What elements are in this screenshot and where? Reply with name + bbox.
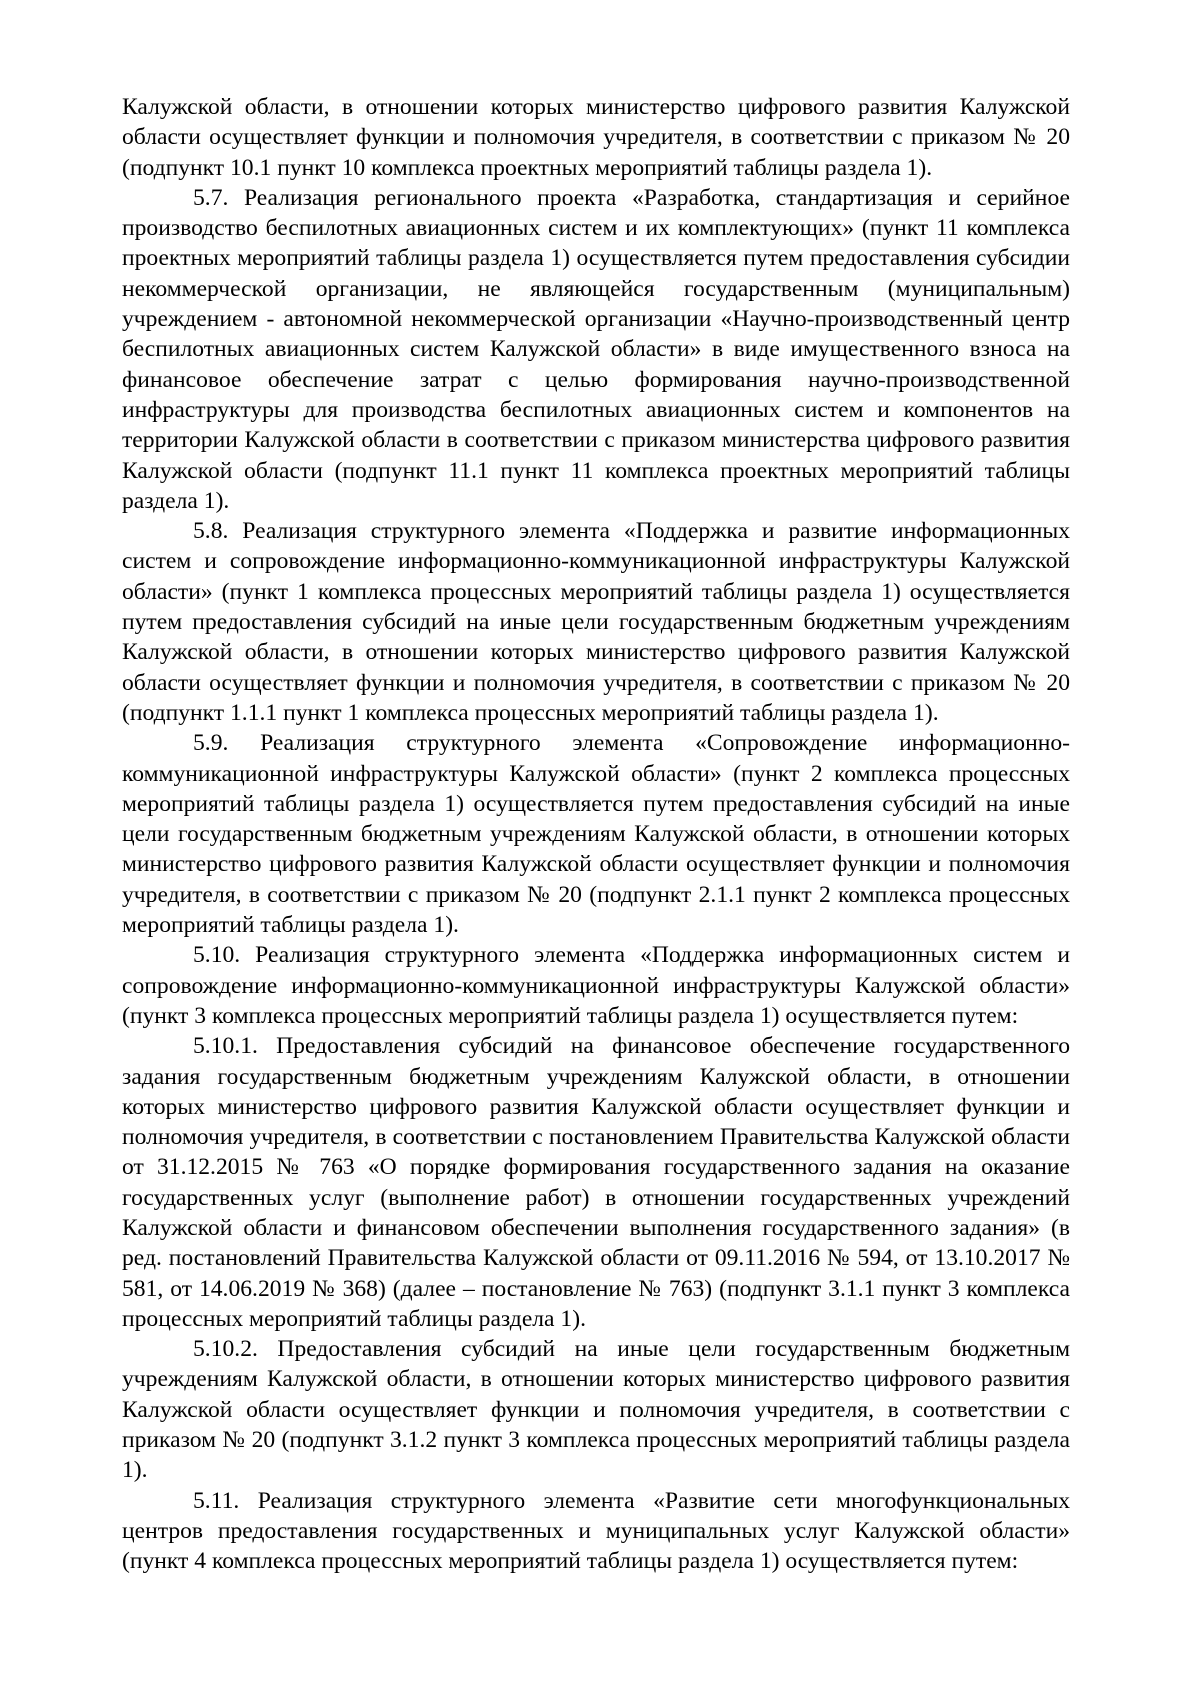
paragraph-5-9: 5.9. Реализация структурного элемента «Сопровождение информационно-коммуникационной инфраструктуры Калужской области» (пункт 2 комплекса процессных мероприятий таблицы раздела 1) осуществляется путем предоставления субсидий на иные цели государственным бюджетным учреждениям Калужской области, в отношении которых министерство цифрового развития Калужской области осуществляет функции и полномочия учредителя, в соответствии с приказом № 20 (подпункт 2.1.1 пункт 2 комплекса процессных мероприятий таблицы раздела 1). — [122, 730, 1070, 939]
paragraph-5-8: 5.8. Реализация структурного элемента «Поддержка и развитие информационных систем и сопровождение информационно-коммуникационной инфраструктуры Калужской области» (пункт 1 комплекса процессных мероприятий таблицы раздела 1) осуществляется путем предоставления субсидий на иные цели государственным бюджетным учреждениям Калужской области, в отношении которых министерство цифрового развития Калужской области осуществляет функции и полномочия учредителя, в соответствии с приказом № 20 (подпункт 1.1.1 пункт 1 комплекса процессных мероприятий таблицы раздела 1). — [122, 518, 1070, 726]
document-page — [122, 92, 1070, 1577]
paragraph-5-10-2: 5.10.2. Предоставления субсидий на иные цели государственным бюджетным учреждениям Калужской области, в отношении которых министерство цифрового развития Калужской области осуществляет функции и полномочия учредителя, в соответствии с приказом № 20 (подпункт 3.1.2 пункт 3 комплекса процессных мероприятий таблицы раздела 1). — [122, 1336, 1070, 1484]
paragraph-5-11: 5.11. Реализация структурного элемента «Развитие сети многофункциональных центров предоставления государственных и муниципальных услуг Калужской области» (пункт 4 комплекса процессных мероприятий таблицы раздела 1) осуществляется путем: — [122, 1487, 1070, 1575]
paragraph-continuation: Калужской области, в отношении которых министерство цифрового развития Калужской области осуществляет функции и полномочия учредителя, в соответствии с приказом № 20 (подпункт 10.1 пункт 10 комплекса проектных мероприятий таблицы раздела 1). — [122, 94, 1070, 181]
paragraph-5-10-1: 5.10.1. Предоставления субсидий на финансовое обеспечение государственного задания государственным бюджетным учреждениям Калужской области, в отношении которых министерство цифрового развития Калужской области осуществляет функции и полномочия учредителя, в соответствии с постановлением Правительства Калужской области от 31.12.2015 № 763 «О порядке формирования государственного задания на оказание государственных услуг (выполнение работ) в отношении государственных учреждений Калужской области и финансовом обеспечении выполнения государственного задания» (в ред. постановлений Правительства Калужской области от 09.11.2016 № 594, от 13.10.2017 № 581, от 14.06.2019 № 368) (далее – постановление № 763) (подпункт 3.1.1 пункт 3 комплекса процессных мероприятий таблицы раздела 1). — [122, 1033, 1070, 1332]
paragraph-5-10: 5.10. Реализация структурного элемента «Поддержка информационных систем и сопровождение информационно-коммуникационной инфраструктуры Калужской области» (пункт 3 комплекса процессных мероприятий таблицы раздела 1) осуществляется путем: — [122, 942, 1070, 1029]
paragraph-5-7: 5.7. Реализация регионального проекта «Разработка, стандартизация и серийное производство беспилотных авиационных систем и их комплектующих» (пункт 11 комплекса проектных мероприятий таблицы раздела 1) осуществляется путем предоставления субсидии некоммерческой организации, не являющейся государственным (муниципальным) учреждением - автономной некоммерческой организации «Научно-производственный центр беспилотных авиационных систем Калужской области» в виде имущественного взноса на финансовое обеспечение затрат с целью формирования научно-производственной инфраструктуры для производства беспилотных авиационных систем и компонентов на территории Калужской области в соответствии с приказом министерства цифрового развития Калужской области (подпункт 11.1 пункт 11 комплекса проектных мероприятий таблицы раздела 1). — [122, 184, 1070, 514]
